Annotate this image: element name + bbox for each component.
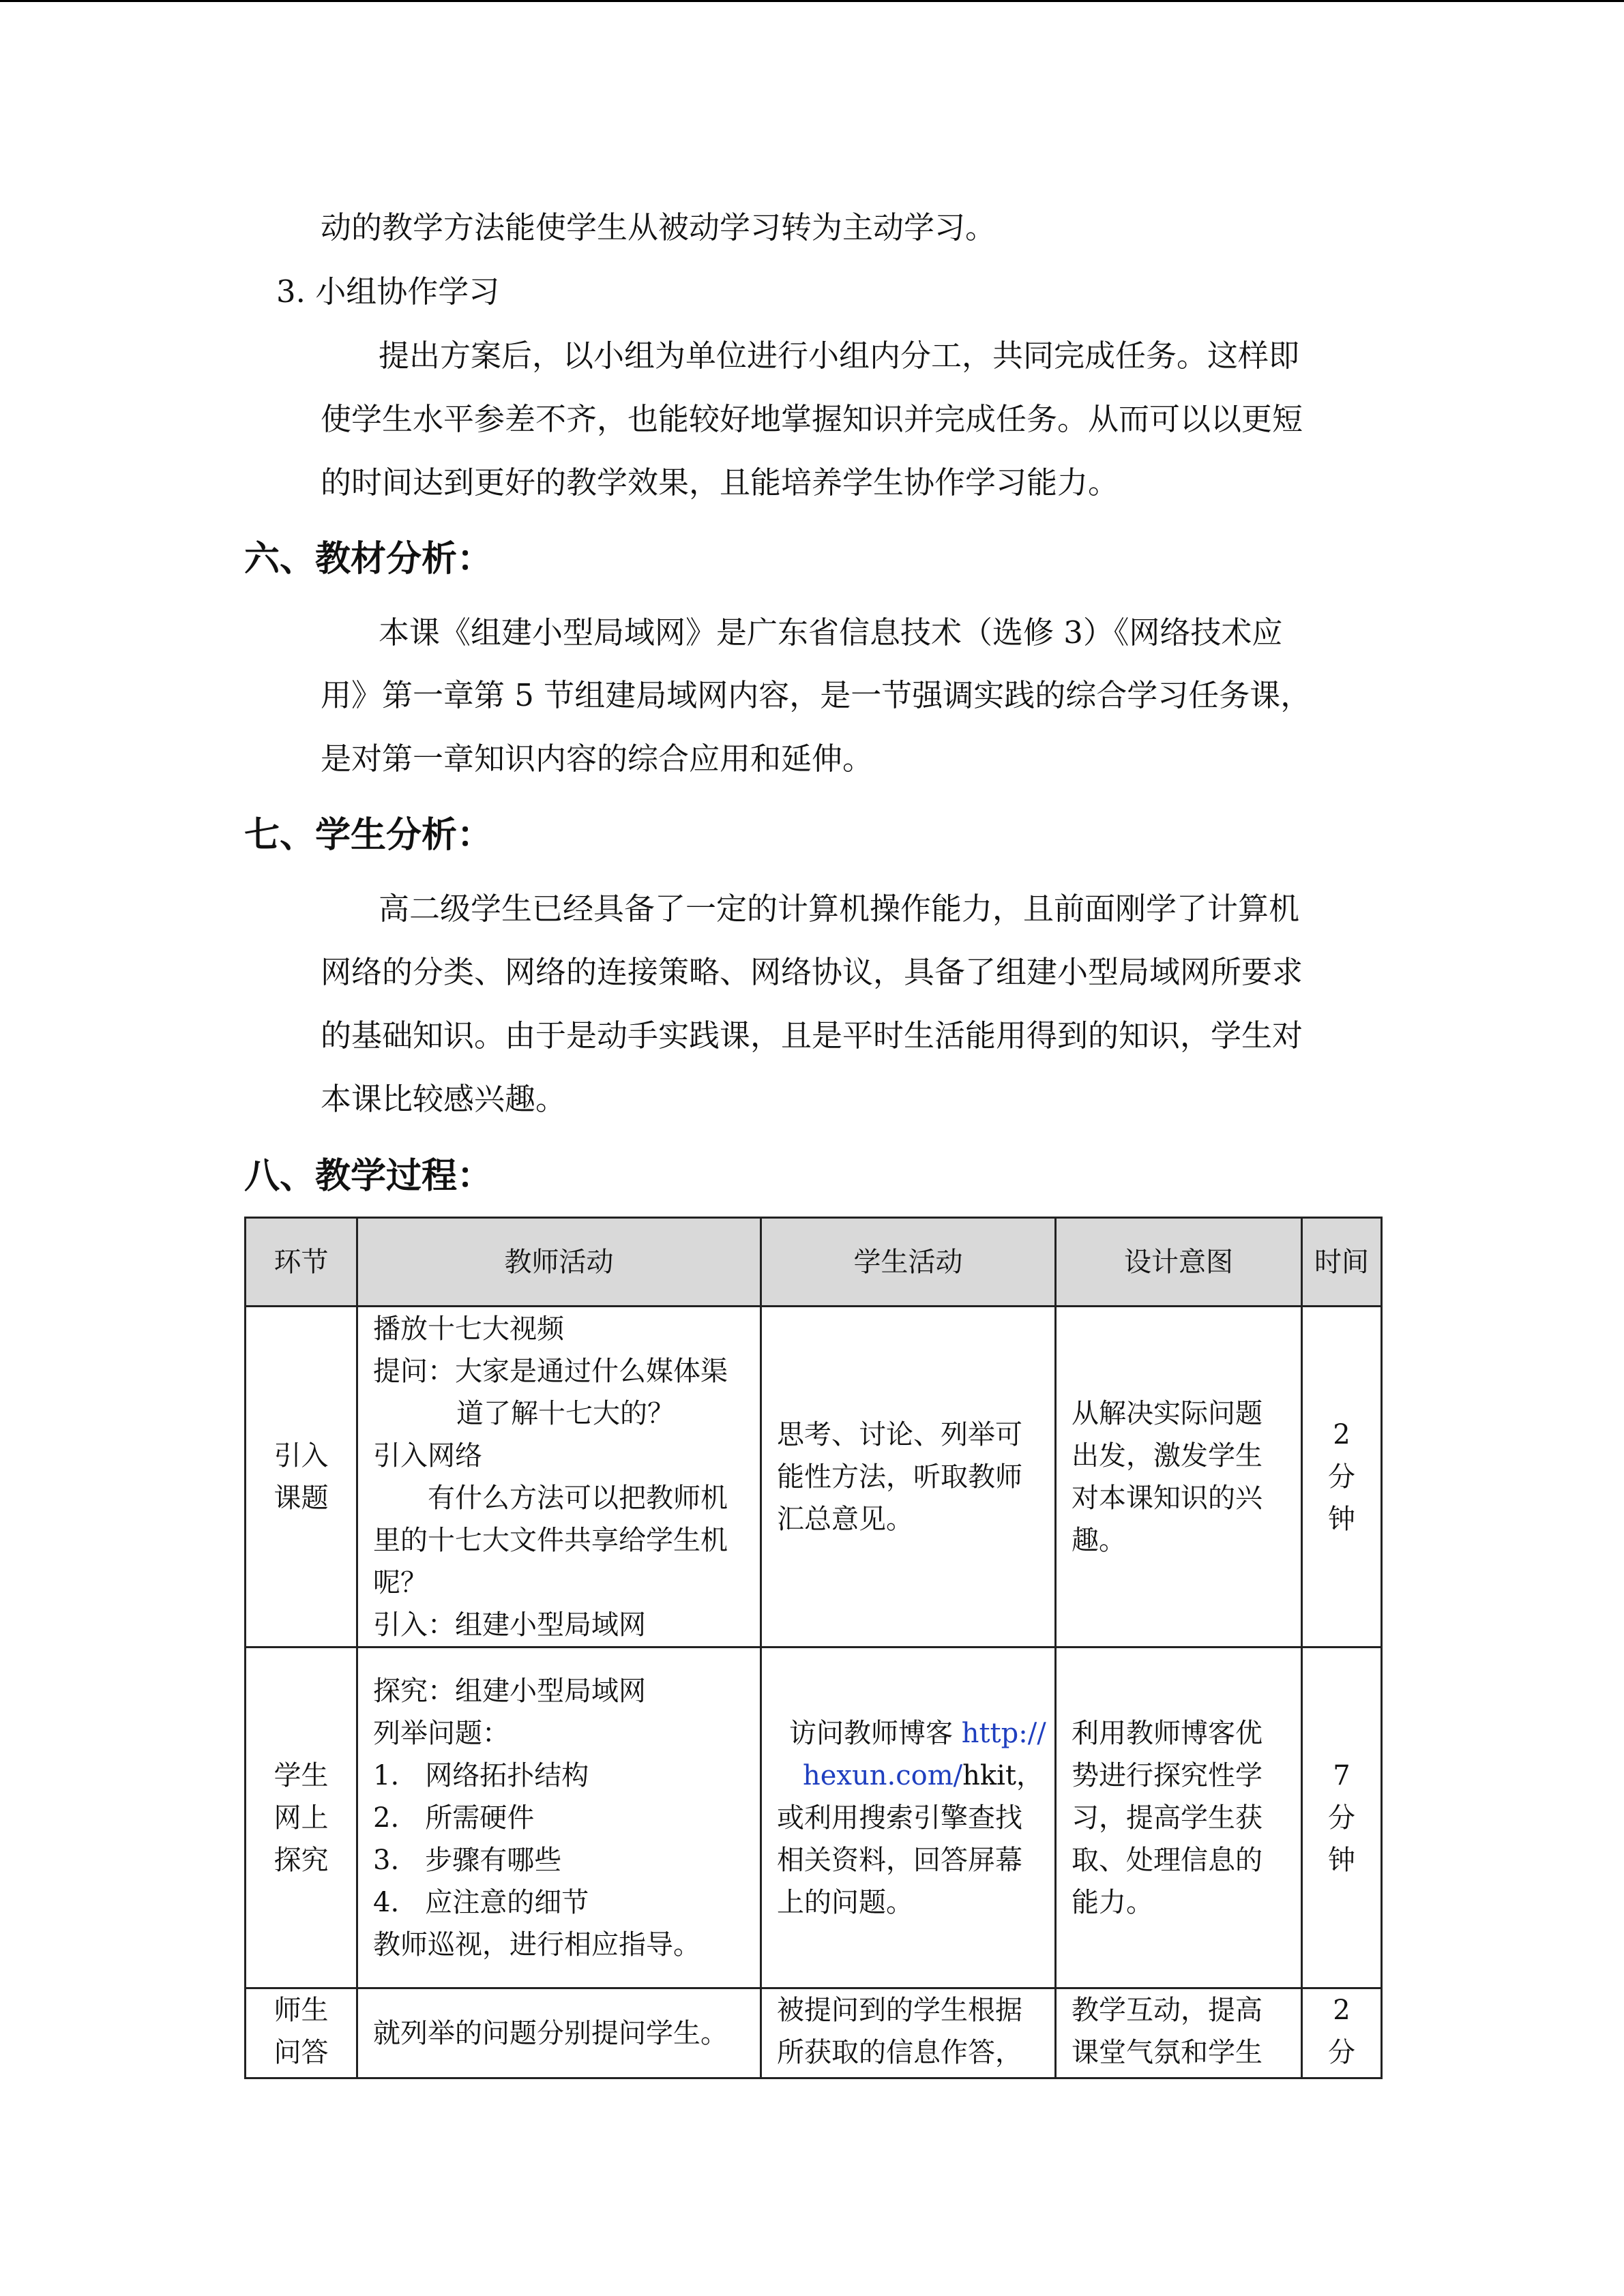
section-6-line: 用》第一章第 5 节组建局域网内容，是一节强调实践的综合学习任务课， [321,677,1312,713]
page-top-border [0,0,1624,2]
stage-cell [246,1648,357,1988]
design-intent-cell [1056,1988,1302,2078]
section-7-line: 的基础知识。由于是动手实践课，且是平时生活能用得到的知识，学生对 [321,1017,1303,1054]
time-line: 分 [1328,1802,1355,1834]
student-text: hkit， [962,1759,1044,1791]
teacher-line: 引入网络 [373,1440,482,1472]
intent-line: 出发，激发学生 [1072,1440,1263,1472]
section-7-line: 高二级学生已经具备了一定的计算机操作能力，且前面刚学了计算机 [379,891,1300,927]
student-activity-cell [761,1648,1056,1988]
student-line: 或利用搜索引擎查找 [777,1802,1022,1834]
header-time: 时间 [1302,1218,1382,1307]
header-student-activity: 学生活动 [761,1218,1056,1307]
section-6-line: 是对第一章知识内容的综合应用和延伸。 [321,741,874,777]
teacher-line: 教师巡视，进行相应指导。 [373,1928,700,1960]
time-line: 分 [1328,2037,1355,2068]
table-row [246,1648,1382,1988]
student-activity-cell [761,1307,1056,1648]
student-line [777,1712,1046,1755]
teacher-line: 探究：组建小型局域网 [373,1675,646,1707]
time-line: 2 [1333,1995,1350,2026]
stage-cell [246,1988,357,2078]
section-3-line: 的时间达到更好的教学效果，且能培养学生协作学习能力。 [321,464,1119,501]
intent-line: 利用教师博客优 [1072,1717,1263,1749]
header-design-intent: 设计意图 [1056,1218,1302,1307]
student-line: 思考、讨论、列举可 [777,1418,1022,1450]
time-line: 7 [1333,1759,1350,1791]
stage-label: 引入课题 [274,1440,329,1514]
teacher-line: 有什么方法可以把教师机 [428,1482,728,1514]
intent-line: 对本课知识的兴 [1072,1482,1263,1514]
table-row [246,1307,1382,1648]
time-line: 钟 [1328,1844,1355,1876]
student-line: 能性方法，听取教师 [777,1461,1022,1493]
intent-line: 教学互动，提高 [1072,1995,1263,2026]
teacher-activity-cell [357,1648,761,1988]
intent-line: 习，提高学生获 [1072,1802,1263,1834]
student-line [777,1755,1044,1797]
teacher-line: 呢？ [373,1566,428,1598]
header-stage: 环节 [246,1218,357,1307]
intent-line: 取、处理信息的 [1072,1844,1263,1876]
time-cell [1302,1307,1382,1648]
teacher-list-item: 1. 网络拓扑结构 [373,1759,589,1791]
student-activity-cell [761,1988,1056,2078]
teacher-line: 列举问题： [373,1717,510,1749]
student-line: 上的问题。 [777,1886,913,1918]
header-teacher-activity: 教师活动 [357,1218,761,1307]
section-3-line: 使学生水平参差不齐，也能较好地掌握知识并完成任务。从而可以以更短 [321,401,1303,437]
teacher-line: 提问：大家是通过什么媒体渠 [373,1355,728,1387]
student-line: 所获取的信息作答， [777,2037,1022,2068]
intent-line: 势进行探究性学 [1072,1759,1263,1791]
section-3-line: 提出方案后，以小组为单位进行小组内分工，共同完成任务。这样即 [379,338,1300,374]
intent-line: 趣。 [1072,1524,1126,1556]
teacher-line: 就列举的问题分别提问学生。 [373,2017,728,2049]
time-cell [1302,1648,1382,1988]
time-line: 分 [1328,1461,1355,1493]
student-line: 被提问到的学生根据 [777,1995,1022,2026]
section-7-line: 网络的分类、网络的连接策略、网络协议，具备了组建小型局域网所要求 [321,954,1303,990]
section-7-heading: 七、学生分析： [244,815,493,856]
section-6-line: 本课《组建小型局域网》是广东省信息技术（选修 3）《网络技术应 [379,614,1283,651]
design-intent-cell [1056,1648,1302,1988]
table-header-row [246,1218,1382,1307]
teacher-list-item: 3. 步骤有哪些 [373,1844,562,1876]
blog-link[interactable]: http:// [961,1717,1046,1749]
table-row [246,1988,1382,2078]
section-6-heading: 六、教材分析： [244,539,493,580]
teacher-activity-cell [357,1988,761,2078]
section-8-heading: 八、教学过程： [244,1156,493,1197]
student-line: 汇总意见。 [777,1503,913,1535]
teacher-line: 引入：组建小型局域网 [373,1609,646,1641]
student-text: 访问教师博客 [789,1717,962,1749]
intent-line: 课堂气氛和学生 [1072,2037,1263,2068]
section-7-line: 本课比较感兴趣。 [321,1081,567,1117]
teacher-line: 道了解十七大的？ [456,1397,675,1429]
teacher-line: 播放十七大视频 [373,1313,564,1345]
intent-line: 能力。 [1072,1886,1153,1918]
paragraph-continuation: 动的教学方法能使学生从被动学习转为主动学习。 [321,209,996,245]
blog-link[interactable]: hexun.com/ [803,1759,963,1791]
teacher-line: 里的十七大文件共享给学生机 [373,1524,728,1556]
design-intent-cell [1056,1307,1302,1648]
time-line: 2 [1333,1418,1350,1450]
intent-line: 从解决实际问题 [1072,1397,1263,1429]
stage-label: 学生网上探究 [274,1759,329,1876]
teacher-list-item: 4. 应注意的细节 [373,1886,589,1918]
stage-label: 师生问答 [274,1995,329,2068]
time-cell [1302,1988,1382,2078]
section-3-title: 3. 小组协作学习 [276,273,500,310]
stage-cell [246,1307,357,1648]
teacher-activity-cell [357,1307,761,1648]
time-line: 钟 [1328,1503,1355,1535]
teacher-list-item: 2. 所需硬件 [373,1802,535,1834]
student-line: 相关资料，回答屏幕 [777,1844,1022,1876]
teaching-process-table [244,1217,1383,2079]
